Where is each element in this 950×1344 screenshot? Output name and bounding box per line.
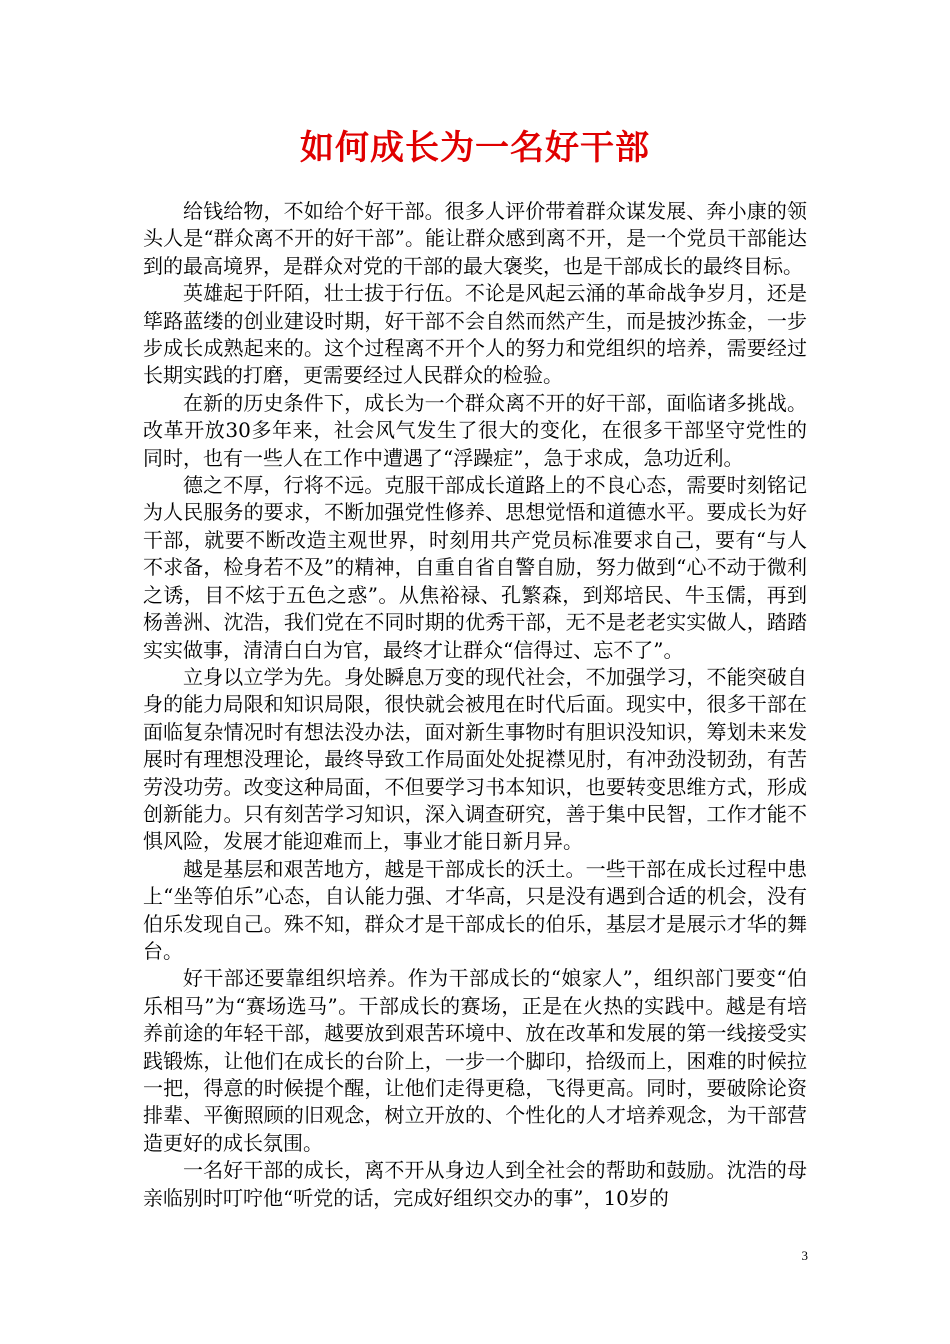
paragraph: 英雄起于阡陌，壮士拔于行伍。不论是风起云涌的革命战争岁月，还是筚路蓝缕的创业建设时期，好干部不会自然而然产生，而是披沙拣金，一步步成长成熟起来的。这个过程离不开个人的努力和党组织的培养，需要经过长期实践的打磨，更需要经过人民群众的检验。 <box>143 281 807 388</box>
paragraph: 德之不厚，行将不远。克服干部成长道路上的不良心态，需要时刻铭记为人民服务的要求，不断加强党性修养、思想觉悟和道德水平。要成长为好干部，就要不断改造主观世界，时刻用共产党员标准要求自己，要有“与人不求备，检身若不及”的精神，自重自省自警自励，努力做到“心不动于微利之诱，目不炫于五色之惑”。从焦裕禄、孔繁森，到郑培民、牛玉儒，再到杨善洲、沈浩，我们党在不同时期的优秀干部，无不是老老实实做人，踏踏实实做事，清清白白为官，最终才让群众“信得过、忘不了”。 <box>143 473 807 662</box>
paragraph: 越是基层和艰苦地方，越是干部成长的沃土。一些干部在成长过程中患上“坐等伯乐”心态，自认能力强、才华高，只是没有遇到合适的机会，没有伯乐发现自己。殊不知，群众才是干部成长的伯乐，基层才是展示才华的舞台。 <box>143 856 807 963</box>
paragraph: 给钱给物，不如给个好干部。很多人评价带着群众谋发展、奔小康的领头人是“群众离不开的好干部”。能让群众感到离不开，是一个党员干部能达到的最高境界，是群众对党的干部的最大褒奖，也是干部成长的最终目标。 <box>143 199 807 278</box>
document-body <box>143 198 807 1212</box>
paragraph: 好干部还要靠组织培养。作为干部成长的“娘家人”，组织部门要变“伯乐相马”为“赛场选马”。干部成长的赛场，正是在火热的实践中。越是有培养前途的年轻干部，越要放到艰苦环境中、放在改革和发展的第一线接受实践锻炼，让他们在成长的台阶上，一步一个脚印，拾级而上，困难的时候拉一把，得意的时候提个醒，让他们走得更稳，飞得更高。同时，要破除论资排辈、平衡照顾的旧观念，树立开放的、个性化的人才培养观念，为干部营造更好的成长氛围。 <box>143 966 807 1155</box>
document-title: 如何成长为一名好干部 <box>300 128 650 168</box>
paragraph: 在新的历史条件下，成长为一个群众离不开的好干部，面临诸多挑战。改革开放30多年来，社会风气发生了很大的变化，在很多干部坚守党性的同时，也有一些人在工作中遭遇了“浮躁症”，急于求成，急功近利。 <box>143 390 807 470</box>
paragraph: 一名好干部的成长，离不开从身边人到全社会的帮助和鼓励。沈浩的母亲临别时叮咛他“听党的话，完成好组织交办的事”，10岁的 <box>143 1158 807 1210</box>
paragraph: 立身以立学为先。身处瞬息万变的现代社会，不加强学习，不能突破自身的能力局限和知识局限，很快就会被甩在时代后面。现实中，很多干部在面临复杂情况时有想法没办法，面对新生事物时有胆识没知识，筹划未来发展时有理想没理论，最终导致工作局面处处捉襟见肘，有冲劲没韧劲，有苦劳没功劳。改变这种局面，不但要学习书本知识，也要转变思维方式，形成创新能力。只有刻苦学习知识，深入调查研究，善于集中民智，工作才能不惧风险，发展才能迎难而上，事业才能日新月异。 <box>143 664 807 854</box>
page-number: 3 <box>801 1248 808 1263</box>
